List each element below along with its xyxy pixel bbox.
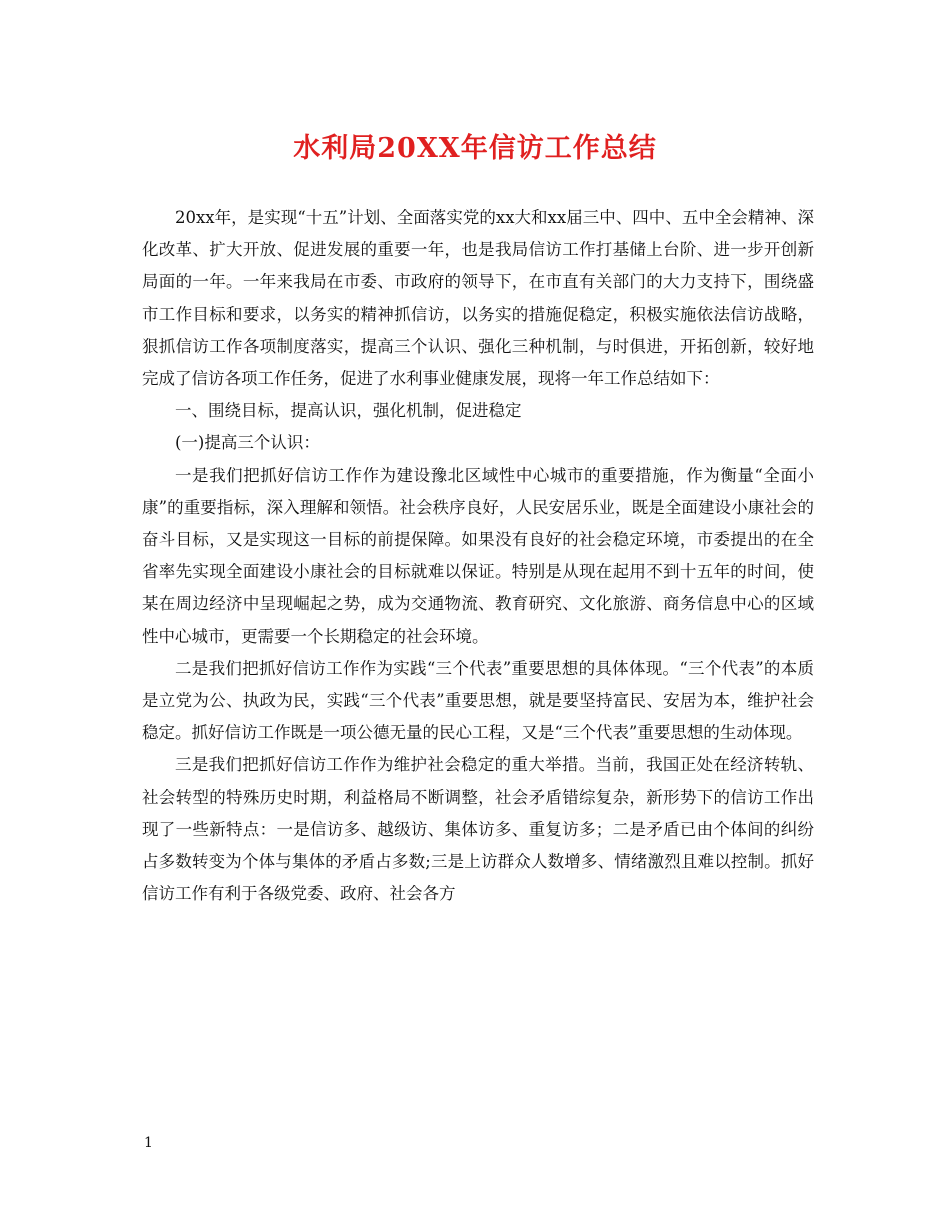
document-body	[142, 202, 814, 910]
section-heading-1: 一、围绕目标，提高认识，强化机制，促进稳定	[175, 401, 522, 421]
subsection-heading-1: (一)提高三个认识：	[175, 433, 320, 453]
paragraph-point-3: 三是我们把抓好信访工作作为维护社会稳定的重大举措。当前，我国正处在经济转轨、社会转型的特殊历史时期，利益格局不断调整，社会矛盾错综复杂，新形势下的信访工作出现了一些新特点：一是信访多、越级访、集体访多、重复访多；二是矛盾已由个体间的纠纷占多数转变为个体与集体的矛盾占多数;三是上访群众人数增多、情绪激烈且难以控制。抓好信访工作有利于各级党委、政府、社会各方	[142, 755, 814, 904]
paragraph-intro: 20xx年，是实现“十五”计划、全面落实党的xx大和xx届三中、四中、五中全会精神、深化改革、扩大开放、促进发展的重要一年，也是我局信访工作打基储上台阶、进一步开创新局面的一年。一年来我局在市委、市政府的领导下，在市直有关部门的大力支持下，围绕盛市工作目标和要求，以务实的精神抓信访，以务实的措施促稳定，积极实施依法信访战略，狠抓信访工作各项制度落实，提高三个认识、强化三种机制，与时俱进，开拓创新，较好地完成了信访各项工作任务，促进了水利事业健康发展，现将一年工作总结如下：	[142, 208, 814, 389]
page-number: 1	[144, 1135, 153, 1151]
paragraph-point-1: 一是我们把抓好信访工作作为建设豫北区域性中心城市的重要措施，作为衡量“全面小康”的重要指标，深入理解和领悟。社会秩序良好，人民安居乐业，既是全面建设小康社会的奋斗目标，又是实现这一目标的前提保障。如果没有良好的社会稳定环境，市委提出的在全省率先实现全面建设小康社会的目标就难以保证。特别是从现在起用不到十五年的时间，使某在周边经济中呈现崛起之势，成为交通物流、教育研究、文化旅游、商务信息中心的区域性中心城市，更需要一个长期稳定的社会环境。	[142, 465, 814, 646]
document-title: 水利局20XX年信访工作总结	[293, 133, 657, 164]
paragraph-point-2: 二是我们把抓好信访工作作为实践“三个代表”重要思想的具体体现。“三个代表”的本质是立党为公、执政为民，实践“三个代表”重要思想，就是要坚持富民、安居为本，维护社会稳定。抓好信访工作既是一项公德无量的民心工程，又是“三个代表”重要思想的生动体现。	[142, 658, 814, 743]
